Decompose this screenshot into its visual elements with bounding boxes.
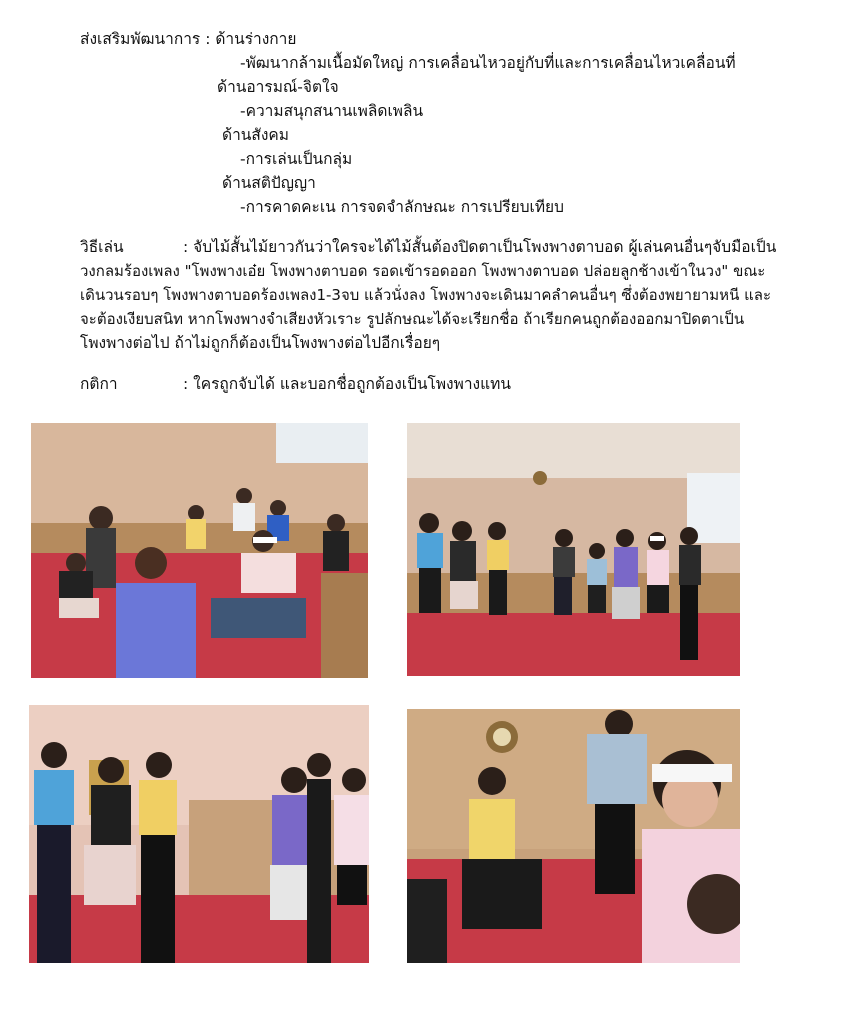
how-to-play-label: วิธีเล่น	[80, 238, 124, 256]
how-to-play-line: เดินวนรอบๆ โพงพางตาบอดร้องเพลง1-3จบ แล้วนั่งลง โพงพางจะเดินมาคลำคนอื่นๆ ซึ่งต้องพยายามหนี และ	[80, 286, 772, 304]
activity-photo-2	[407, 423, 740, 676]
emotional-title: ด้านอารมณ์-จิตใจ	[217, 78, 339, 96]
rules-text: : ใครถูกจับได้ และบอกชื่อถูกต้องเป็นโพงพางแทน	[183, 375, 511, 393]
how-to-play-line: จะต้องเงียบสนิท หากโพงพางจำเสียงหัวเราะ รูปลักษณะได้จะเรียกชื่อ ถ้าเรียกคนถูกต้องออกมาปิดตาเป็น	[80, 310, 745, 328]
social-title: ด้านสังคม	[222, 126, 289, 144]
intellect-detail: -การคาดคะเน การจดจำลักษณะ การเปรียบเทียบ	[240, 198, 564, 216]
development-header: ส่งเสริมพัฒนาการ : ด้านร่างกาย	[80, 30, 297, 48]
how-to-play-line: โพงพางต่อไป ถ้าไม่ถูกก็ต้องเป็นโพงพางต่อไปอีกเรื่อยๆ	[80, 334, 441, 352]
activity-photo-3	[29, 705, 369, 963]
physical-detail: -พัฒนากล้ามเนื้อมัดใหญ่ การเคลื่อนไหวอยู่กับที่และการเคลื่อนไหวเคลื่อนที่	[240, 54, 736, 72]
activity-photo-4	[407, 709, 740, 963]
activity-photo-1	[31, 423, 368, 678]
how-to-play-line: วงกลมร้องเพลง "โพงพางเอ๋ย โพงพางตาบอด รอดเข้ารอดออก โพงพางตาบอด ปล่อยลูกช้างเข้าในวง" ขณะ	[80, 262, 766, 280]
how-to-play-line: : จับไม้สั้นไม้ยาวกันว่าใครจะได้ไม้สั้นต้องปิดตาเป็นโพงพางตาบอด ผู้เล่นคนอื่นๆจับมือเป็น	[183, 238, 777, 256]
emotional-detail: -ความสนุกสนานเพลิดเพลิน	[240, 102, 424, 120]
intellect-title: ด้านสติปัญญา	[222, 174, 316, 192]
social-detail: -การเล่นเป็นกลุ่ม	[240, 150, 353, 168]
rules-label: กติกา	[80, 375, 118, 393]
